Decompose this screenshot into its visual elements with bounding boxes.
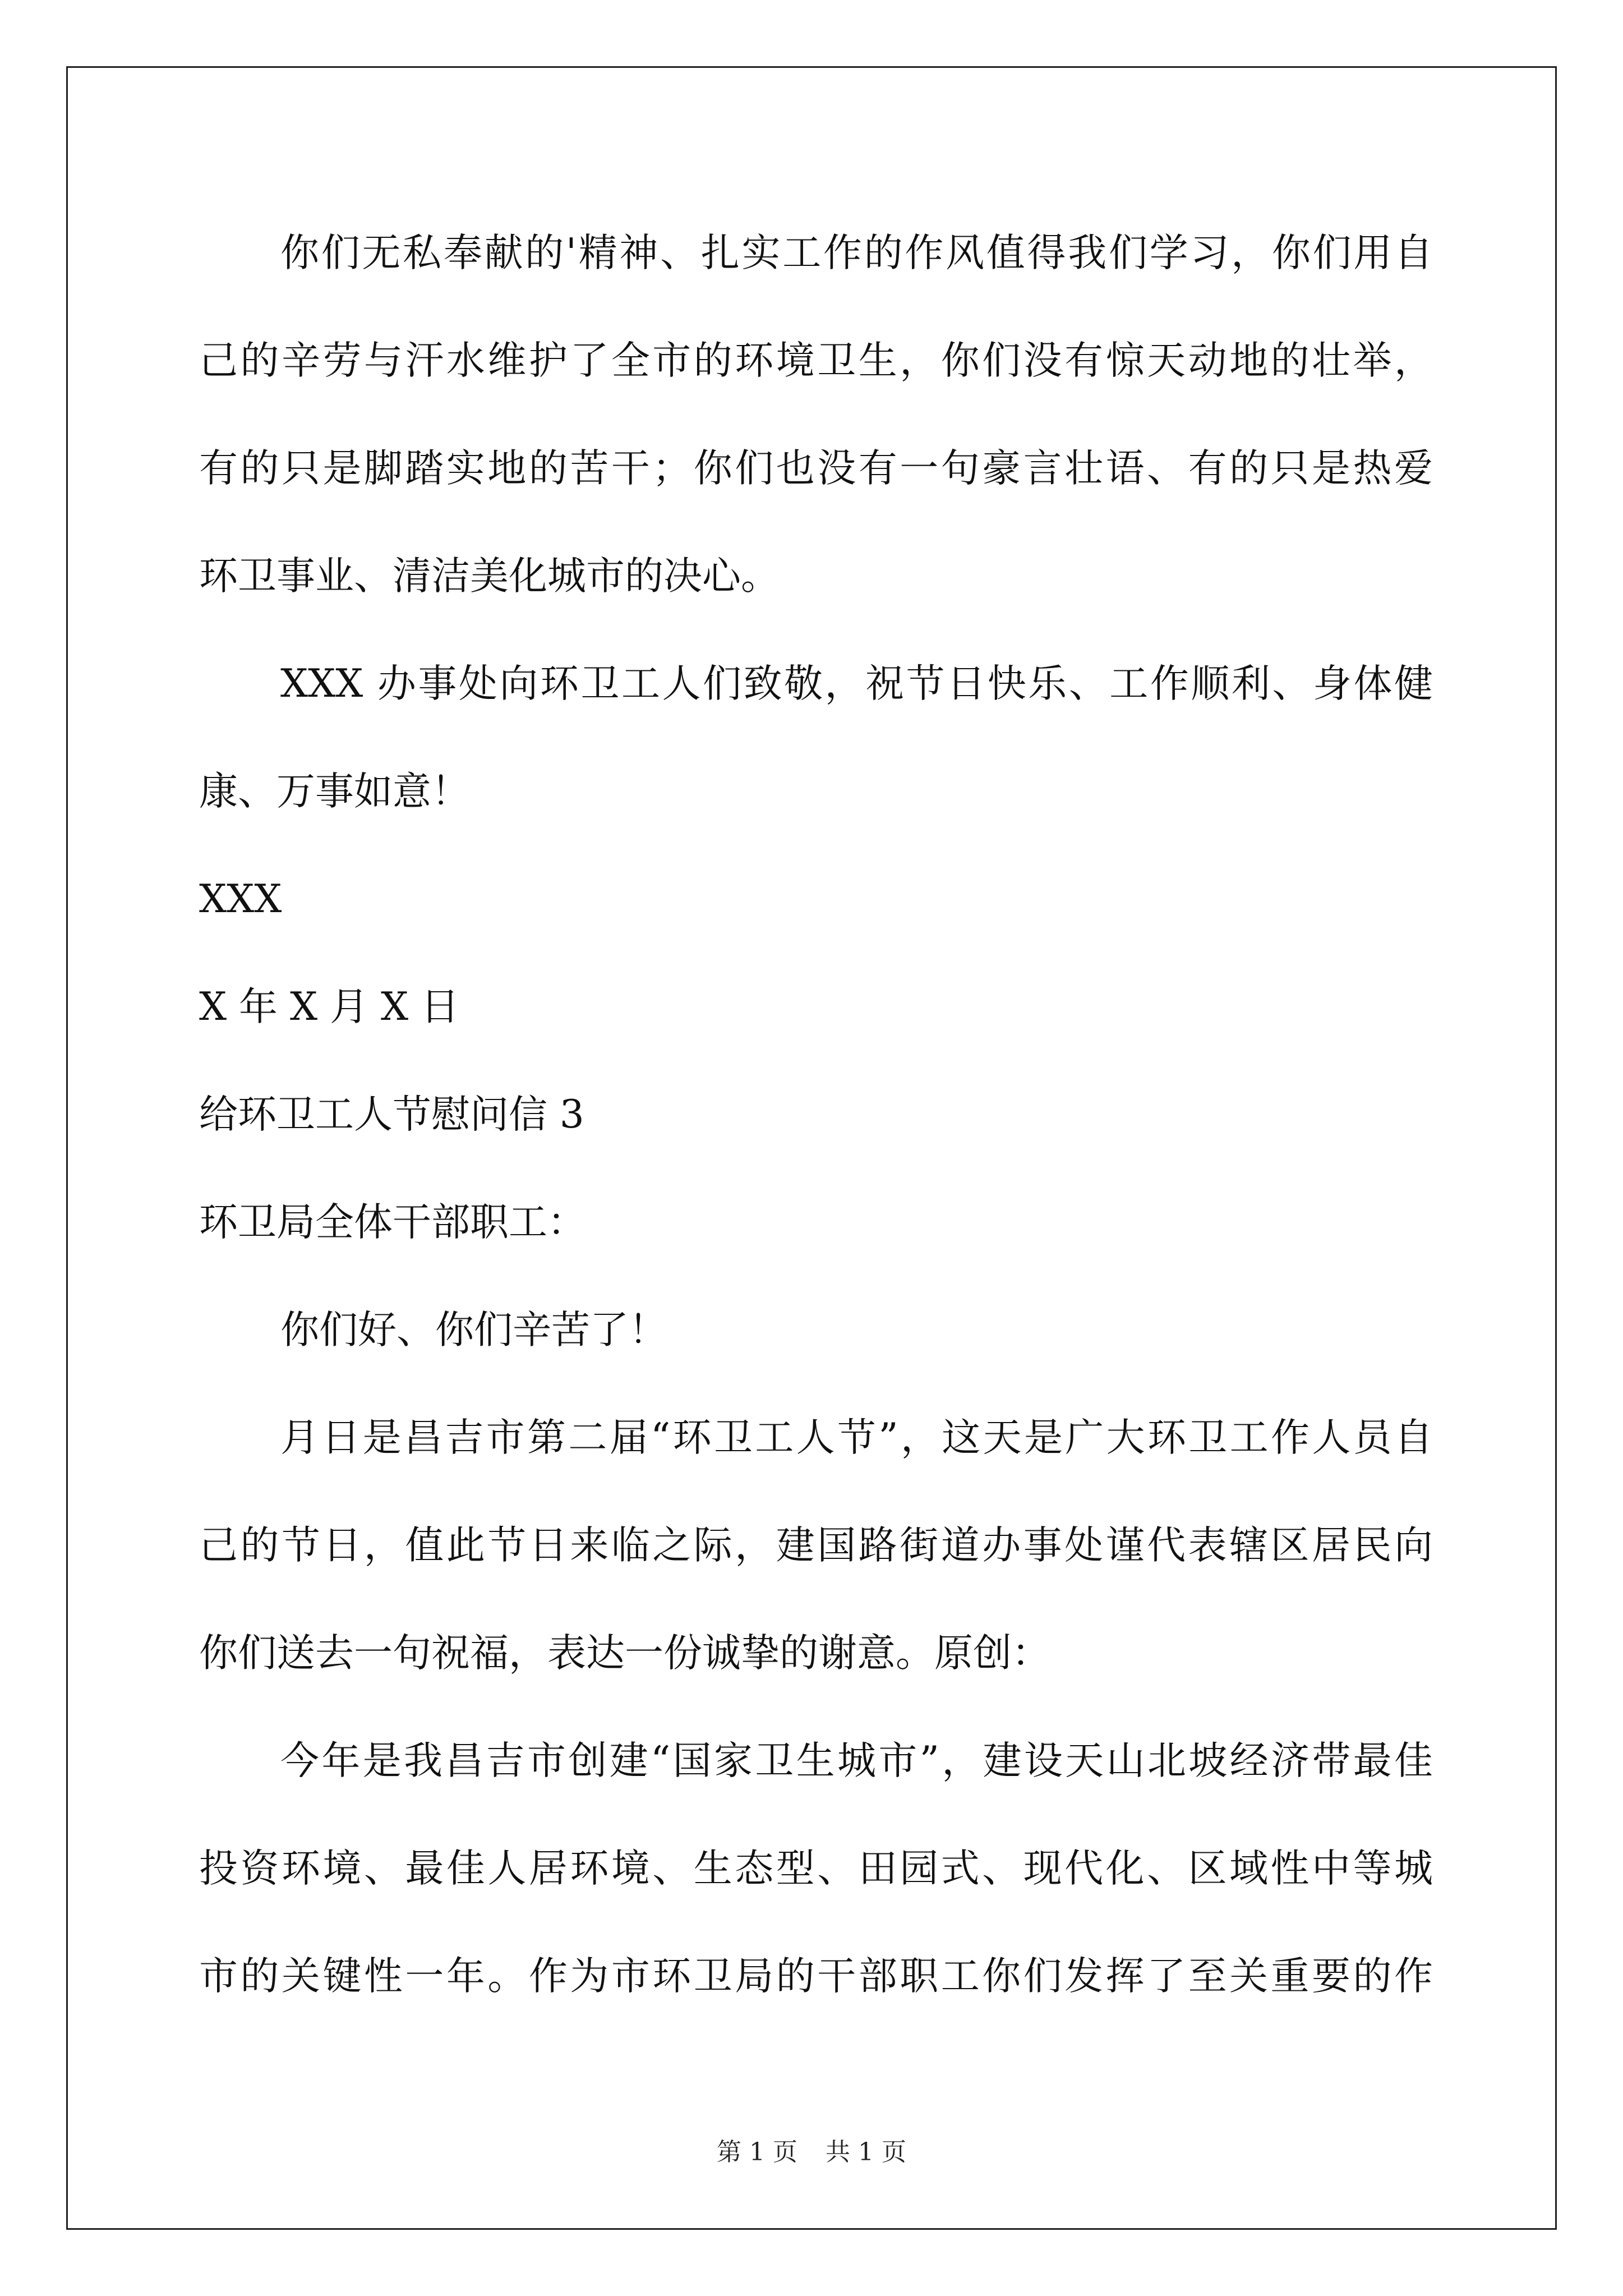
text-line: 月日是昌吉市第二届“环卫工人节”，这天是广大环卫工作人员自 <box>280 1415 1433 1460</box>
document-body <box>199 199 1433 2030</box>
text-line: 康、万事如意！ <box>199 769 470 814</box>
salutation: 环卫局全体干部职工： <box>199 1200 586 1245</box>
text-line: 己的辛劳与汗水维护了全市的环境卫生，你们没有惊天动地的壮举， <box>199 338 1433 383</box>
text-line: 市的关键性一年。作为市环卫局的干部职工你们发挥了至关重要的作 <box>199 1954 1433 1999</box>
page-number: 第 1 页 <box>717 2138 797 2166</box>
text-line: 投资环境、最佳人居环境、生态型、田园式、现代化、区域性中等城 <box>199 1846 1433 1891</box>
section-title: 给环卫工人节慰问信 3 <box>199 1092 584 1137</box>
signature-sender: XXX <box>199 877 282 922</box>
text-line: 你们送去一句祝福，表达一份诚挚的谢意。原创： <box>199 1631 1050 1676</box>
page-footer <box>0 2132 1623 2168</box>
text-line: 今年是我昌吉市创建“国家卫生城市”，建设天山北坡经济带最佳 <box>280 1738 1433 1783</box>
text-line: 环卫事业、清洁美化城市的决心。 <box>199 554 780 599</box>
text-line: 己的节日，值此节日来临之际，建国路街道办事处谨代表辖区居民向 <box>199 1523 1433 1568</box>
text-line: XXX 办事处向环卫工人们致敬，祝节日快乐、工作顺利、身体健 <box>280 661 1433 706</box>
page-total: 共 1 页 <box>826 2138 906 2166</box>
signature-date: X 年 X 月 X 日 <box>199 984 460 1029</box>
greeting: 你们好、你们辛苦了！ <box>280 1308 667 1352</box>
text-line: 有的只是脚踏实地的苦干；你们也没有一句豪言壮语、有的只是热爱 <box>199 446 1433 491</box>
text-line: 你们无私奉献的'精神、扎实工作的作风值得我们学习，你们用自 <box>280 231 1433 275</box>
